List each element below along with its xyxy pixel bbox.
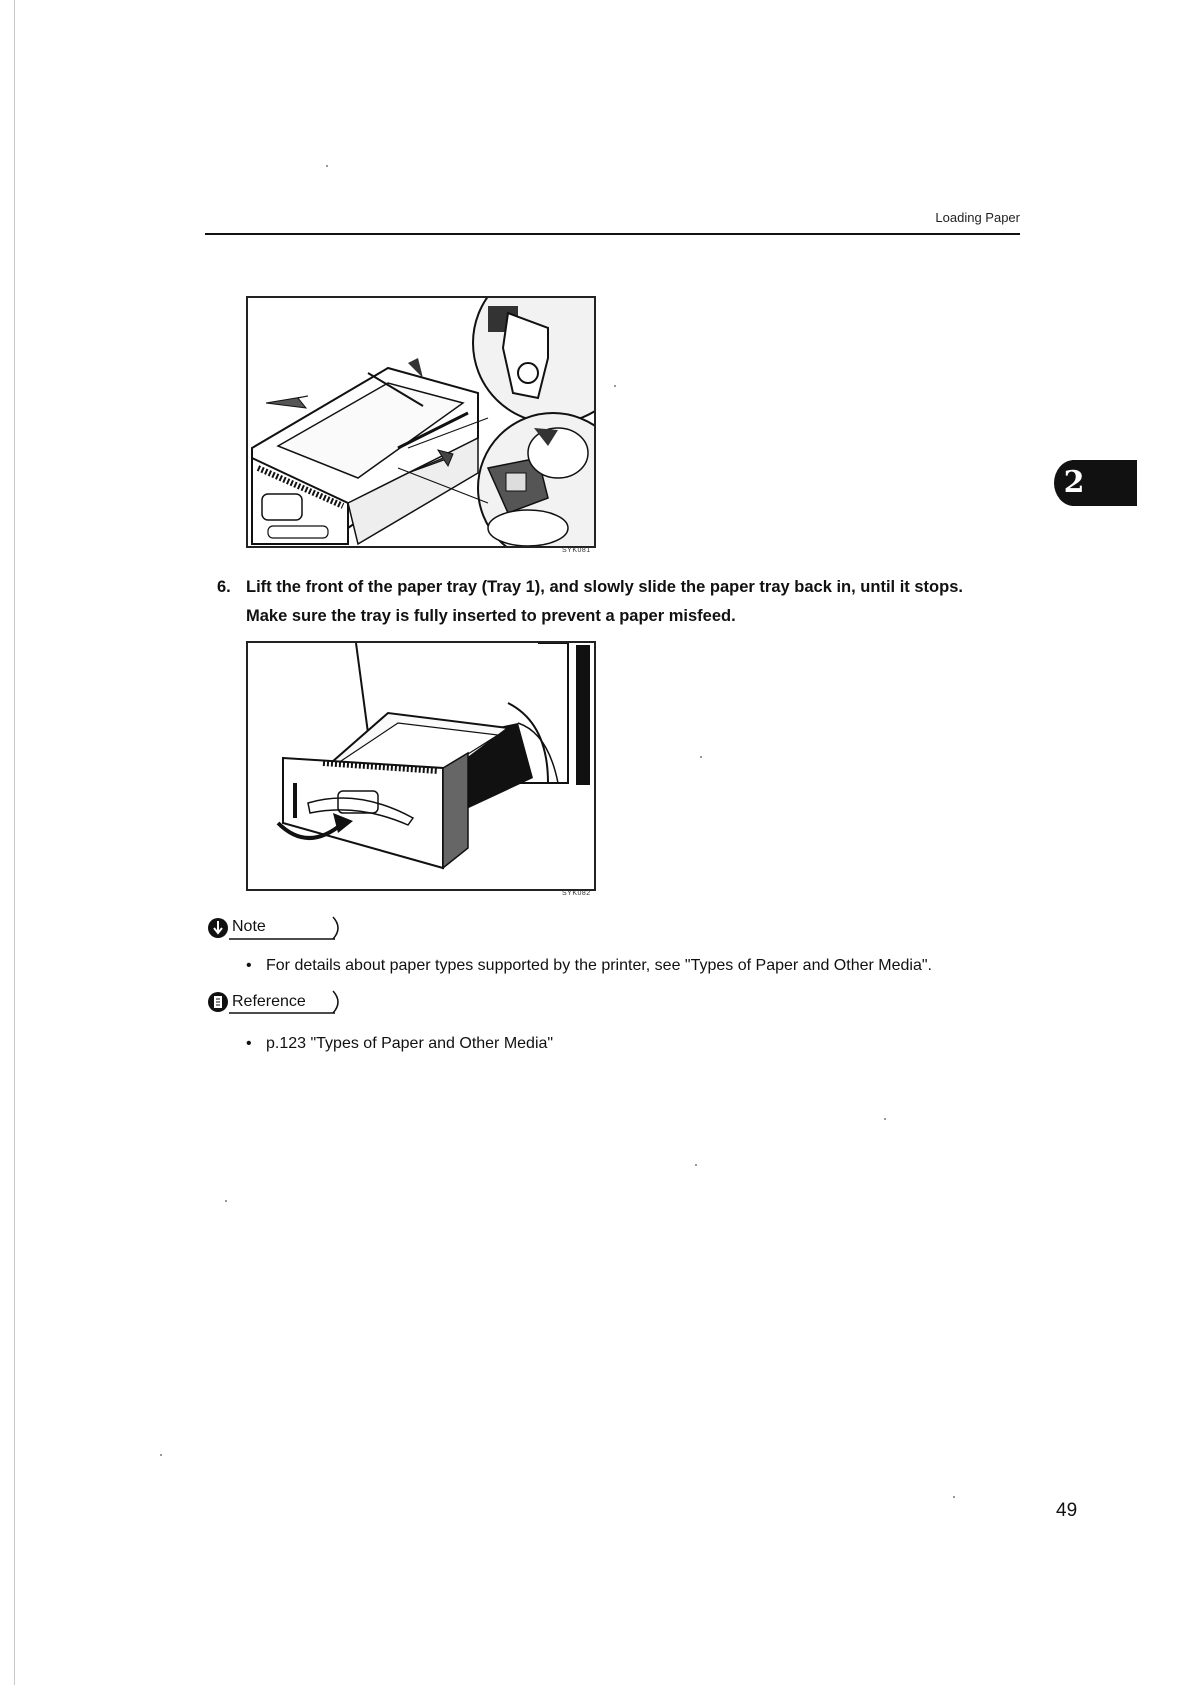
note-item-text: For details about paper types supported by the printer, see "Types of Paper and Other Media". [266,957,932,974]
scan-speck [225,1200,227,1202]
scan-speck [884,1118,886,1120]
figure-slide-tray-in [246,641,596,891]
scan-speck [953,1496,955,1498]
running-header: Loading Paper [935,210,1020,225]
figure-code-1: SYK081 [562,547,591,554]
scan-speck [160,1454,162,1456]
figure-tray-guides [246,296,596,548]
step-number: 6. [217,578,231,596]
bullet-marker: • [246,957,252,974]
step-text-line-2: Make sure the tray is fully inserted to prevent a paper misfeed. [246,607,736,625]
note-heading: Note [232,918,266,935]
slide-tray-illustration [248,643,594,889]
step-text-line-1: Lift the front of the paper tray (Tray 1), and slowly slide the paper tray back in, until it stops. [246,578,963,596]
reference-item-text: p.123 "Types of Paper and Other Media" [266,1035,554,1052]
page-margin-rule [14,0,15,1685]
tray-guides-illustration [248,298,594,546]
reference-heading: Reference [232,993,306,1010]
chapter-number: 2 [1063,465,1085,500]
reference-item [246,1035,553,1053]
note-item [246,957,932,975]
note-label-frame [207,915,345,941]
scan-speck [695,1164,697,1166]
header-rule [205,233,1020,235]
bullet-marker: • [246,1035,252,1052]
scan-speck [326,165,328,167]
figure-code-2: SYK082 [562,890,591,897]
scan-speck [700,756,702,758]
scan-speck [614,385,616,387]
page-number: 49 [1056,1500,1078,1521]
